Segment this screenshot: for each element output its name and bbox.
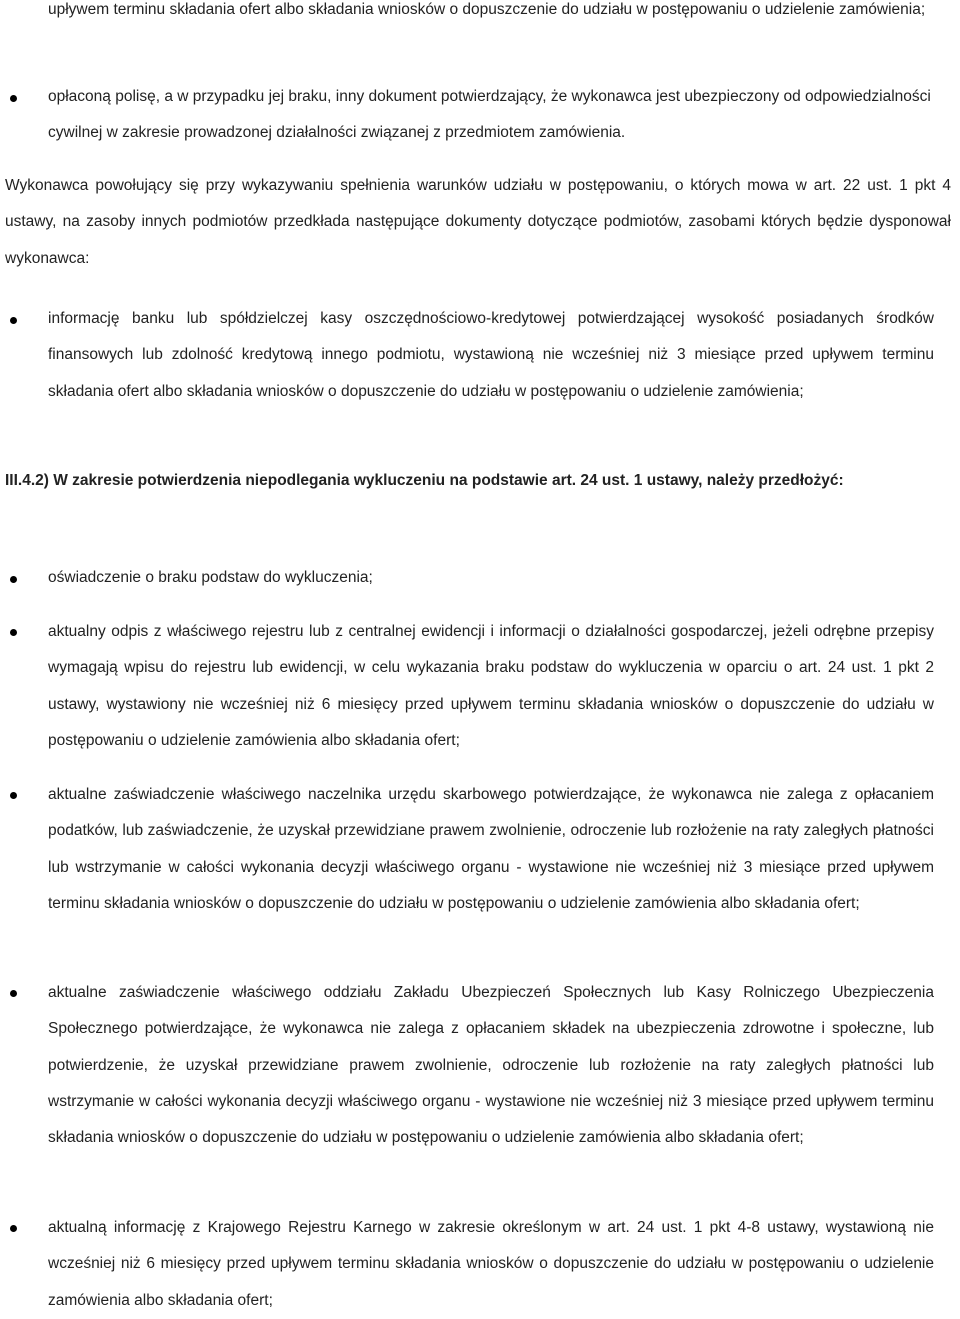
bullet-icon bbox=[10, 990, 17, 997]
list-item-registry: aktualny odpis z właściwego rejestru lub z centralnej ewidencji i informacji o działalności gospodarczej, jeżeli odrębne przepisy wymagają wpisu do rejestru lub ewidencji, w celu wykazania braku podstaw do wykluczenia w oparciu o art. 24 ust. 1 pkt 2 ustawy, wystawiony nie wcześniej niż 6 miesięcy przed upływem terminu składania wniosków o dopuszczenie do udziału w postępowaniu o udzielenie zamówienia albo składania ofert; bbox=[48, 623, 934, 749]
bullet-icon bbox=[10, 792, 17, 799]
bullet-icon bbox=[10, 317, 17, 324]
list-item-statement: oświadczenie o braku podstaw do wykluczenia; bbox=[48, 569, 373, 586]
paragraph-resources: Wykonawca powołujący się przy wykazywaniu spełnienia warunków udziału w postępowaniu, o których mowa w art. 22 ust. 1 pkt 4 ustawy, na zasoby innych podmiotów przedkłada następujące dokumenty dotyczące podmiotów, zasobami których będzie dysponował wykonawca: bbox=[5, 177, 951, 267]
section-heading: III.4.2) W zakresie potwierdzenia niepodlegania wykluczeniu na podstawie art. 24 ust. 1 ustawy, należy przedłożyć: bbox=[5, 472, 844, 489]
bullet-icon bbox=[10, 95, 17, 102]
list-item-policy: opłaconą polisę, a w przypadku jej braku, inny dokument potwierdzający, że wykonawca jest ubezpieczony od odpowiedzialności cywilnej w zakresie prowadzonej działalności związanej z przedmiotem zamówienia. bbox=[48, 88, 931, 142]
bullet-icon bbox=[10, 629, 17, 636]
list-item-krk: aktualną informację z Krajowego Rejestru Karnego w zakresie określonym w art. 24 ust. 1 pkt 4-8 ustawy, wystawioną nie wcześniej niż 6 miesięcy przed upływem terminu składania wniosków o dopuszczenie do udziału w postępowaniu o udzielenie zamówienia albo składania ofert; bbox=[48, 1219, 934, 1309]
bullet-icon bbox=[10, 1225, 17, 1232]
list-item-continuation: upływem terminu składania ofert albo składania wniosków o dopuszczenie do udziału w postępowaniu o udzielenie zamówienia; bbox=[48, 1, 926, 18]
bullet-icon bbox=[10, 576, 17, 583]
list-item-bank: informację banku lub spółdzielczej kasy oszczędnościowo-kredytowej potwierdzającej wysokość posiadanych środków finansowych lub zdolność kredytową innego podmiotu, wystawioną nie wcześniej niż 3 miesiące przed upływem terminu składania ofert albo składania wniosków o dopuszczenie do udziału w postępowaniu o udzielenie zamówienia; bbox=[48, 310, 934, 400]
list-item-tax: aktualne zaświadczenie właściwego naczelnika urzędu skarbowego potwierdzające, że wykonawca nie zalega z opłacaniem podatków, lub zaświadczenie, że uzyskał przewidziane prawem zwolnienie, odroczenie lub rozłożenie na raty zaległych płatności lub wstrzymanie w całości wykonania decyzji właściwego organu - wystawione nie wcześniej niż 3 miesiące przed upływem terminu składania wniosków o dopuszczenie do udziału w postępowaniu o udzielenie zamówienia albo składania ofert; bbox=[48, 786, 934, 912]
list-item-zus: aktualne zaświadczenie właściwego oddziału Zakładu Ubezpieczeń Społecznych lub Kasy Rolniczego Ubezpieczenia Społecznego potwierdzające, że wykonawca nie zalega z opłacaniem składek na ubezpieczenia zdrowotne i społeczne, lub potwierdzenie, że uzyskał przewidziane prawem zwolnienie, odroczenie lub rozłożenie na raty zaległych płatności lub wstrzymanie w całości wykonania decyzji właściwego organu - wystawione nie wcześniej niż 3 miesiące przed upływem terminu składania wniosków o dopuszczenie do udziału w postępowaniu o udzielenie zamówienia albo składania ofert; bbox=[48, 984, 934, 1147]
